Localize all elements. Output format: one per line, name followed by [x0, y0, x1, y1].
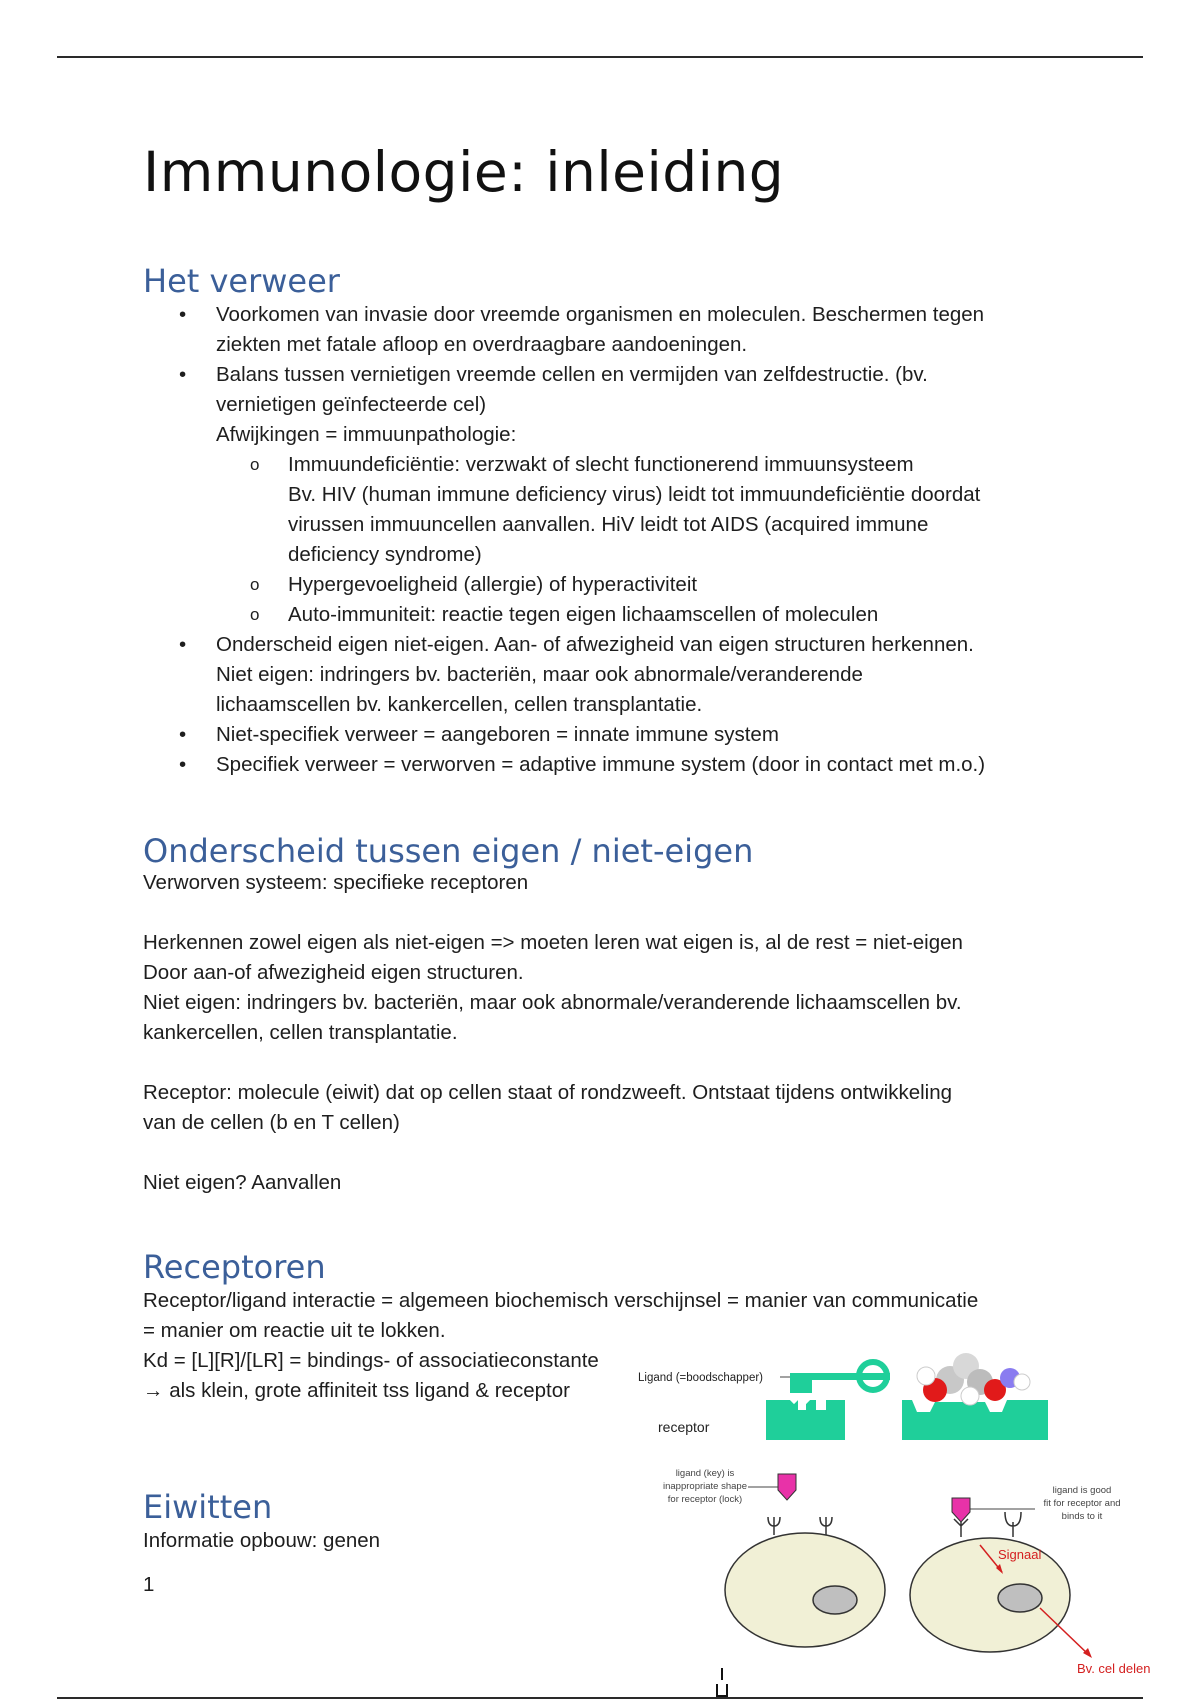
list-text: Niet eigen: indringers bv. bacteriën, maar ook abnormale/veranderende — [216, 663, 863, 686]
cell-division-label: Bv. cel delen — [1077, 1661, 1151, 1676]
ligand-receptor-figure — [630, 1340, 1190, 1700]
page-title: Immunologie: inleiding — [143, 140, 785, 204]
cell-bad-fit — [725, 1533, 885, 1647]
good-fit-text: binds to it — [1061, 1511, 1103, 1522]
arrow-head-icon — [1083, 1648, 1092, 1658]
list-text: ziekten met fatale afloop en overdraagbare aandoeningen. — [216, 333, 748, 356]
receptor-label: receptor — [658, 1419, 710, 1435]
bad-fit-text: for receptor (lock) — [667, 1494, 743, 1505]
list-item — [143, 360, 1063, 450]
bad-fit-text: ligand (key) is — [675, 1468, 735, 1479]
bullet-icon: • — [179, 753, 187, 776]
receptor-lock-icon — [766, 1396, 845, 1440]
list-item — [143, 750, 1063, 780]
nucleus-icon — [998, 1584, 1042, 1612]
list-text: Afwijkingen = immuunpathologie: — [216, 423, 517, 446]
receptor-y-icon — [1005, 1512, 1021, 1537]
bullet-icon: • — [179, 723, 187, 746]
list-text: Niet-specifiek verweer = aangeboren = innate immune system — [216, 723, 779, 746]
molecule-receptor-icon — [902, 1353, 1048, 1440]
paragraph-line: Receptor/ligand interactie = algemeen biochemisch verschijnsel = manier van communicatie — [143, 1289, 979, 1312]
nucleus-icon — [813, 1586, 857, 1614]
good-fit-text: fit for receptor and — [1043, 1498, 1121, 1509]
heading-verweer: Het verweer — [143, 262, 340, 300]
list-text: Hypergevoeligheid (allergie) of hyperactiviteit — [288, 573, 698, 596]
list-text: deficiency syndrome) — [288, 543, 482, 566]
page-number: 1 — [143, 1573, 155, 1596]
list-text: vernietigen geïnfecteerde cel) — [216, 393, 487, 416]
list-item — [143, 300, 1063, 360]
paragraph-line: Niet eigen: indringers bv. bacteriën, maar ook abnormale/veranderende lichaamscellen bv. — [143, 991, 962, 1014]
list-text: Voorkomen van invasie door vreemde organismen en moleculen. Beschermen tegen — [216, 303, 985, 326]
paragraph-line: kankercellen, cellen transplantatie. — [143, 1021, 458, 1044]
bullet-icon: • — [179, 363, 187, 386]
list-text: lichaamscellen bv. kankercellen, cellen transplantatie. — [216, 693, 703, 716]
circle-bullet-icon: o — [250, 605, 260, 624]
list-item — [143, 720, 1063, 750]
circle-bullet-icon: o — [250, 455, 260, 474]
paragraph-line: → als klein, grote affiniteit tss ligand & receptor — [143, 1379, 570, 1402]
list-text: Balans tussen vernietigen vreemde cellen en vermijden van zelfdestructie. (bv. — [216, 363, 928, 386]
heading-receptoren: Receptoren — [143, 1248, 326, 1286]
ligand-square-icon — [778, 1474, 796, 1500]
list-text: Specifiek verweer = verworven = adaptive immune system (door in contact met m.o.) — [216, 753, 986, 776]
good-fit-text: ligand is good — [1052, 1485, 1112, 1496]
heading-onderscheid: Onderscheid tussen eigen / niet-eigen — [143, 832, 754, 870]
circle-bullet-icon: o — [250, 575, 260, 594]
list-text: Onderscheid eigen niet-eigen. Aan- of afwezigheid van eigen structuren herkennen. — [216, 633, 974, 656]
list-item — [143, 630, 1063, 720]
receptor-y-icon — [768, 1517, 780, 1535]
heading-eiwitten: Eiwitten — [143, 1488, 273, 1526]
bottom-rule — [57, 1697, 1143, 1699]
bullet-icon: • — [179, 303, 187, 326]
paragraph: Niet eigen? Aanvallen — [143, 1171, 342, 1194]
bad-fit-text: inappropriate shape — [663, 1481, 747, 1492]
list-text: virussen immuuncellen aanvallen. HiV leidt tot AIDS (acquired immune — [288, 513, 929, 536]
verweer-list — [143, 300, 1063, 780]
ligand-label: Ligand (=boodschapper) — [638, 1372, 763, 1384]
paragraph: Verworven systeem: specifieke receptoren — [143, 871, 529, 894]
receptor-y-icon — [820, 1517, 832, 1535]
list-text: Auto-immuniteit: reactie tegen eigen lichaamscellen of moleculen — [288, 603, 879, 626]
paragraph-line: Herkennen zowel eigen als niet-eigen => moeten leren wat eigen is, al de rest = niet-eigen — [143, 931, 963, 954]
sub-list-item — [143, 600, 1063, 630]
key-icon — [790, 1362, 890, 1393]
paragraph-line: van de cellen (b en T cellen) — [143, 1111, 400, 1134]
paragraph-line: Kd = [L][R]/[LR] = bindings- of associatieconstante — [143, 1349, 599, 1372]
paragraph: Informatie opbouw: genen — [143, 1529, 381, 1552]
stray-mark — [717, 1684, 727, 1696]
top-rule — [57, 56, 1143, 58]
paragraph-line: Receptor: molecule (eiwit) dat op cellen staat of rondzweeft. Ontstaat tijdens ontwikkeling — [143, 1081, 953, 1104]
signal-label: Signaal — [998, 1547, 1042, 1562]
paragraph-line: = manier om reactie uit te lokken. — [143, 1319, 446, 1342]
list-text: Bv. HIV (human immune deficiency virus) leidt tot immuundeficiëntie doordat — [288, 483, 981, 506]
bullet-icon: • — [179, 633, 187, 656]
list-text: Immuundeficiëntie: verzwakt of slecht functionerend immuunsysteem — [288, 453, 914, 476]
sub-list-item — [143, 570, 1063, 600]
cell-good-fit — [910, 1538, 1070, 1652]
sub-list-item — [143, 450, 1063, 570]
ligand-bound-icon — [952, 1498, 970, 1522]
paragraph-line: Door aan-of afwezigheid eigen structuren. — [143, 961, 524, 984]
onderscheid-body — [143, 868, 1063, 1198]
